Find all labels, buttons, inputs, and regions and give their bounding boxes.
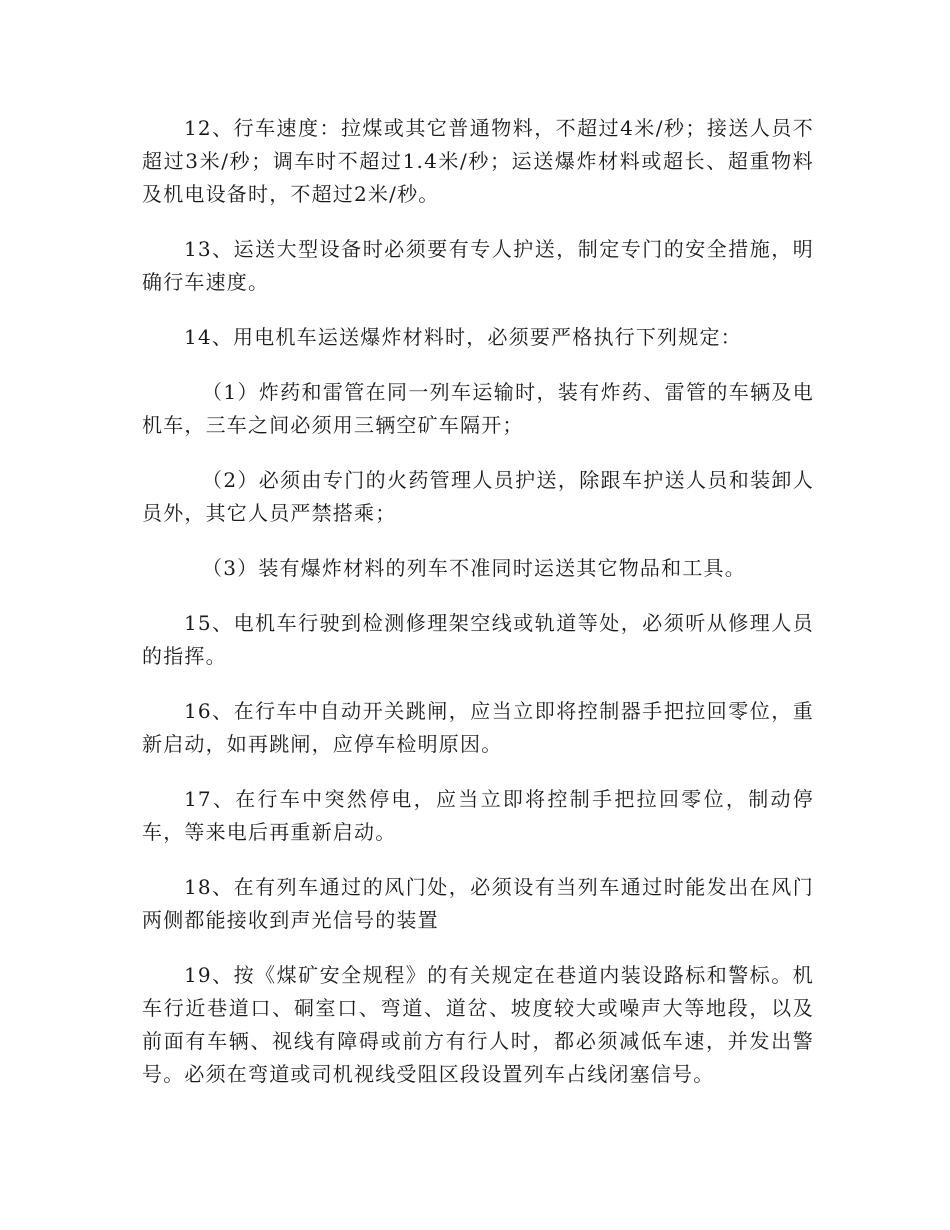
paragraph-14-item-3: （3）装有爆炸材料的列车不准同时运送其它物品和工具。 bbox=[202, 556, 746, 580]
paragraph-17-power-loss: 17、在行车中突然停电，应当立即将控制手把拉回零位，制动停车，等来电后再重新启动。 bbox=[142, 787, 814, 844]
paragraph-14-item-1: （1）炸药和雷管在同一列车运输时，装有炸药、雷管的车辆及电机车，三车之间必须用三辆空矿车隔开； bbox=[142, 380, 814, 437]
paragraph-14-item-2: （2）必须由专门的火药管理人员护送，除跟车护送人员和装卸人员外，其它人员严禁搭乘； bbox=[142, 468, 814, 525]
paragraph-14-explosives-rules: 14、用电机车运送爆炸材料时，必须要严格执行下列规定： bbox=[184, 325, 742, 349]
paragraph-12-speed-limits: 12、行车速度：拉煤或其它普通物料，不超过4米/秒；接送人员不超过3米/秒；调车时不超过1.4米/秒；运送爆炸材料或超长、超重物料及机电设备时，不超过2米/秒。 bbox=[142, 116, 814, 206]
paragraph-16-breaker-trip: 16、在行车中自动开关跳闸，应当立即将控制器手把拉回零位，重新启动，如再跳闸，应停车检明原因。 bbox=[142, 699, 814, 756]
paragraph-19-signage: 19、按《煤矿安全规程》的有关规定在巷道内装设路标和警标。机车行近巷道口、硐室口、弯道、道岔、坡度较大或噪声大等地段，以及前面有车辆、视线有障碍或前方有行人时，都必须减低车速，并发出警号。必须在弯道或司机视线受阻区段设置列车占线闭塞信号。 bbox=[142, 963, 814, 1086]
paragraph-15-repair-zones: 15、电机车行驶到检测修理架空线或轨道等处，必须听从修理人员的指挥。 bbox=[142, 611, 814, 668]
paragraph-18-air-doors: 18、在有列车通过的风门处，必须设有当列车通过时能发出在风门两侧都能接收到声光信号的装置 bbox=[142, 875, 814, 932]
paragraph-13-large-equipment: 13、运送大型设备时必须要有专人护送，制定专门的安全措施，明确行车速度。 bbox=[142, 237, 814, 294]
document-body bbox=[142, 112, 814, 1113]
